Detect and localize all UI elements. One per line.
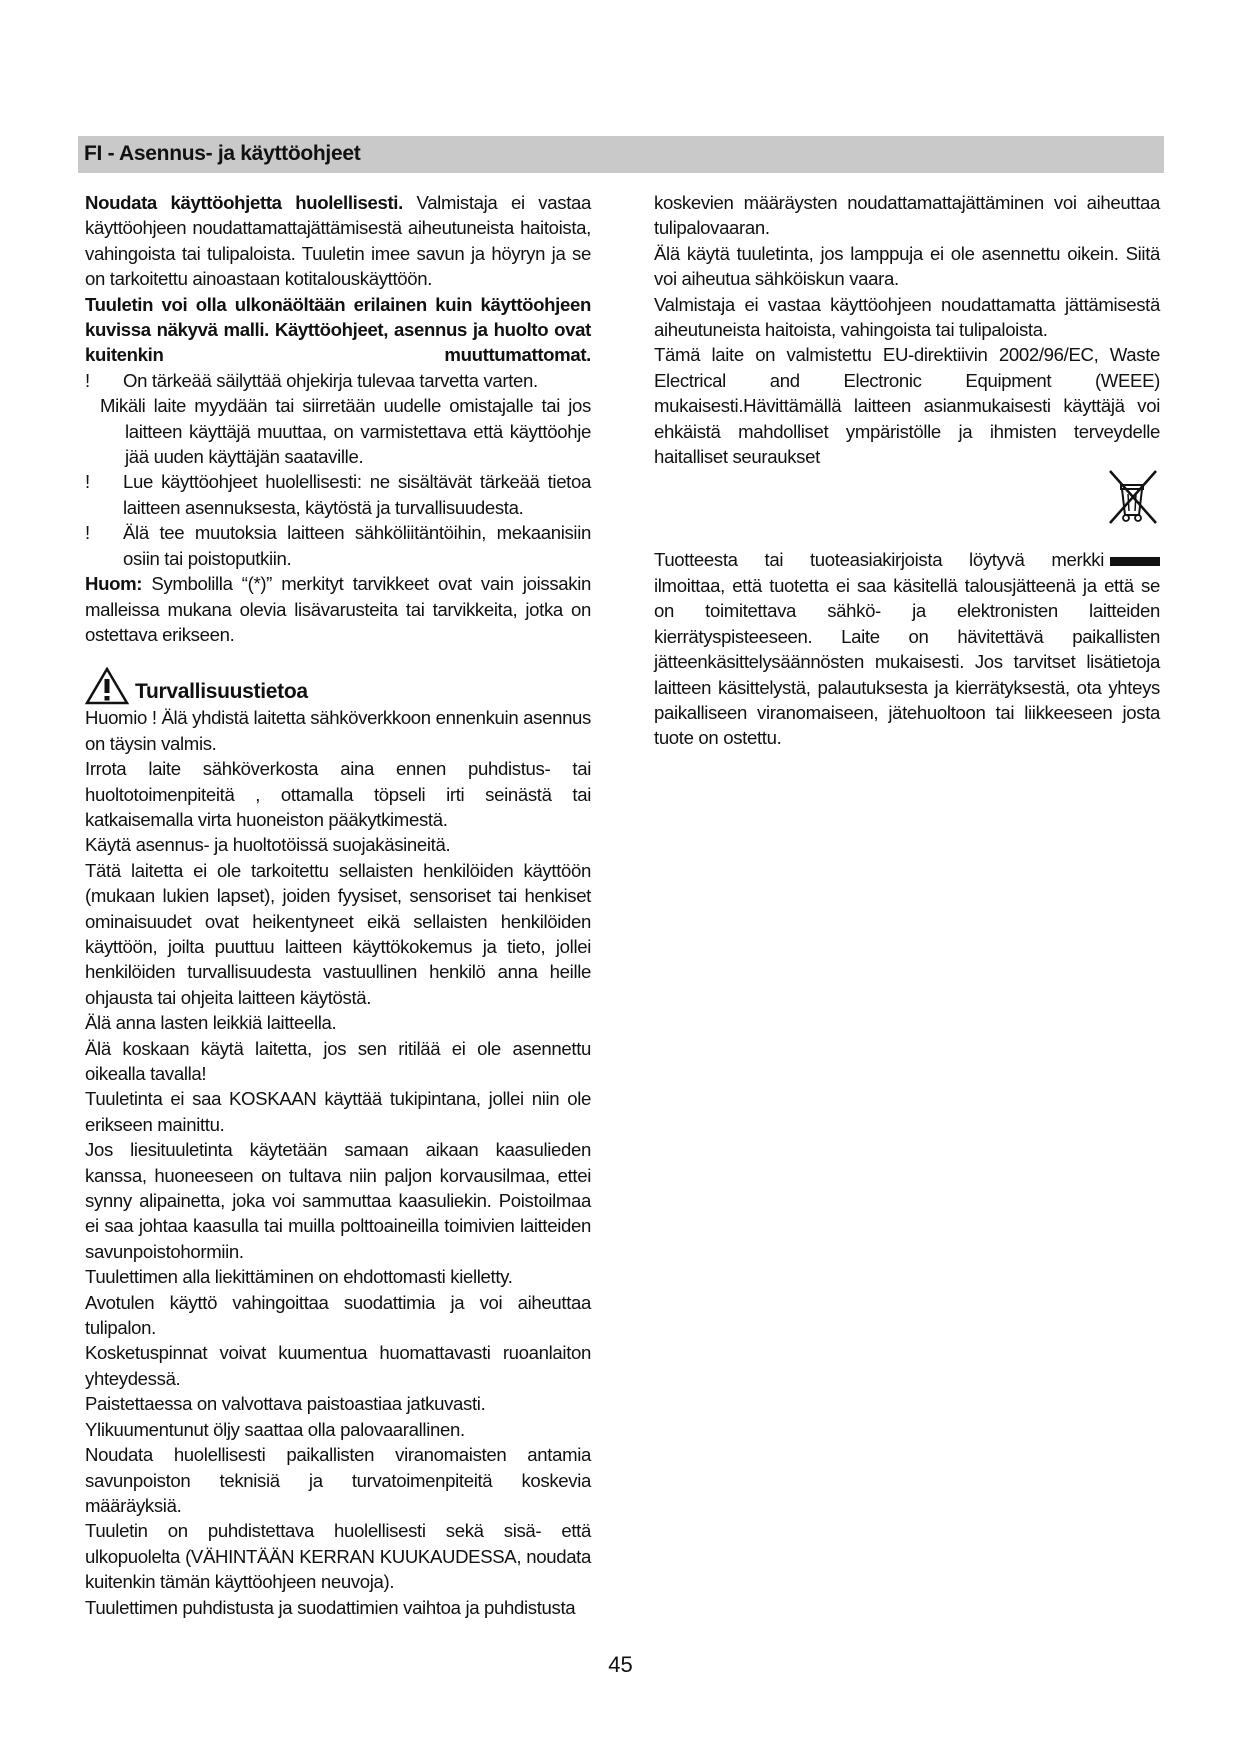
marking-paragraph	[654, 547, 1160, 572]
bullet-1-continuation: Mikäli laite myydään tai siirretään uudelle omistajalle tai jos laitteen käyttäjä muuttaa, on varmistettava että käyttöohje jää uuden käyttäjän saataville.	[100, 395, 591, 468]
bullet-3	[85, 520, 591, 571]
section-header	[78, 136, 1164, 173]
safety-paragraph: Tuulettimen alla liekittäminen on ehdottomasti kielletty.	[85, 1266, 513, 1288]
black-bar-icon	[1110, 557, 1160, 566]
bullet-mark: !	[85, 471, 90, 493]
weee-icon-spacer	[654, 469, 1160, 547]
safety-paragraph: Älä koskaan käytä laitetta, jos sen ritilää ei ole asennettu oikealla tavalla!	[85, 1037, 591, 1084]
safety-paragraph: Tätä laitetta ei ole tarkoitettu sellaisten henkilöiden käyttöön (mukaan lukien lapset), joiden fyysiset, sensoriset tai henkiset ominaisuudet ovat heikentyneet eikä sellaisten henkilöiden käyttöön, joilta puuttuu laitteen käyttökokemus ja tieto, jollei henkilöiden turvallisuudesta vastuullinen henkilö anna heille ohjausta tai ohjeita laitteen käytöstä.	[85, 859, 591, 1008]
safety-list	[85, 705, 591, 1620]
intro-bold: Noudata käyttöohjetta huolellisesti.	[85, 192, 403, 213]
safety-paragraph: Tuulettimen puhdistusta ja suodattimien vaihtoa ja puhdistusta	[85, 1596, 576, 1618]
right-paragraph-3: Valmistaja ei vastaa käyttöohjeen noudattamatta jättämisestä aiheutuneista haitoista, vahingoista tai tulipaloista.	[654, 293, 1160, 341]
page-title: FI - Asennus- ja käyttöohjeet	[84, 142, 361, 165]
safety-paragraph: Jos liesituuletinta käytetään samaan aikaan kaasulieden kanssa, huoneeseen on tultava niin paljon korvausilmaa, ettei synny alipainetta, joka voi sammuttaa kaasuliekin. Poistoilmaa ei saa johtaa kaasulla tai muilla polttoaineilla toimivien laitteiden savunpoistohormiin.	[85, 1139, 591, 1262]
page-number: 45	[608, 1652, 633, 1677]
safety-paragraph: Paistettaessa on valvottava paistoastiaa jatkuvasti.	[85, 1393, 486, 1415]
marking-text: Tuotteesta tai tuoteasiakirjoista löytyvä merkki	[654, 549, 1104, 571]
bullet-1	[85, 368, 591, 393]
crossed-out-wheelie-bin-icon	[1106, 467, 1160, 527]
safety-paragraph: Kosketuspinnat voivat kuumentua huomattavasti ruoanlaiton yhteydessä.	[85, 1342, 591, 1389]
right-paragraph-1: koskevien määräysten noudattamattajättäminen voi aiheuttaa tulipalovaaran.	[654, 192, 1160, 239]
safety-paragraph: Huomio ! Älä yhdistä laitetta sähköverkkoon ennenkuin asennus on täysin valmis.	[85, 707, 591, 754]
right-paragraph-2: Älä käytä tuuletinta, jos lamppuja ei ole asennettu oikein. Siitä voi aiheutua sähköiskun vaara.	[654, 242, 1160, 290]
notice-bold: Tuuletin voi olla ulkonäöltään erilainen kuin käyttöohjeen kuvissa näkyvä malli. Käyttöohjeet, asennus ja huolto ovat kuitenkin muuttumattomat.	[85, 293, 591, 366]
safety-paragraph: Tuuletin on puhdistettava huolellisesti sekä sisä- että ulkopuolelta (VÄHINTÄÄN KERRAN KUUKAUDESSA, noudata kuitenkin tämän käyttöohjeen neuvoja).	[85, 1520, 591, 1593]
warning-triangle-icon	[85, 667, 129, 705]
safety-paragraph: Älä anna lasten leikkiä laitteella.	[85, 1012, 337, 1034]
left-column	[85, 190, 591, 1620]
bullet-mark: !	[85, 522, 90, 544]
safety-paragraph: Noudata huolellisesti paikallisten viranomaisten antamia savunpoiston teknisiä ja turvatoimenpiteitä koskevia määräyksiä.	[85, 1444, 591, 1516]
safety-paragraph: Ylikuumentunut öljy saattaa olla palovaarallinen.	[85, 1418, 465, 1440]
right-column	[654, 190, 1160, 751]
bullet-1-text: On tärkeää säilyttää ohjekirja tulevaa tarvetta varten.	[123, 369, 538, 391]
weee-paragraph: Tämä laite on valmistettu EU-direktiivin 2002/96/EC, Waste Electrical and Electronic Equipment (WEEE) mukaisesti.Hävittämällä laitteen asianmukaisesti käyttäjä voi ehkäistä mahdolliset ympäristölle ja ihmisten terveydelle haitalliset seuraukset	[654, 344, 1160, 468]
bullet-2-text: Lue käyttöohjeet huolellisesti: ne sisältävät tärkeää tietoa laitteen asennuksesta, käytöstä ja turvallisuudesta.	[123, 471, 591, 518]
safety-paragraph: Irrota laite sähköverkosta aina ennen puhdistus- tai huoltotoimenpiteitä , ottamalla töpseli irti seinästä tai katkaisemalla virta huoneiston pääkytkimestä.	[85, 758, 591, 830]
bullet-mark: !	[85, 369, 90, 391]
huom-bold: Huom:	[85, 573, 143, 595]
disposal-paragraph: ilmoittaa, että tuotetta ei saa käsitellä talousjätteenä ja että se on toimitettava sähkö- ja elektronisten laitteiden kierrätyspisteeseen. Laite on hävitettävä paikallisten jätteenkäsittelysäännösten mukaisesti. Jos tarvitset lisätietoja laitteen käsittelystä, palautuksesta ja kierrätyksestä, ota yhteys paikalliseen viranomaiseen, jätehuoltoon tai liikkeeseen josta tuote on ostettu.	[654, 574, 1160, 749]
safety-paragraph: Tuuletinta ei saa KOSKAAN käyttää tukipintana, jollei niin ole erikseen mainittu.	[85, 1088, 591, 1135]
huom-text: Symbolilla “(*)” merkityt tarvikkeet ovat vain joissakin malleissa mukana olevia lisävarusteita tai tarvikkeita, jotka on ostettava erikseen.	[85, 573, 591, 645]
intro-paragraph	[85, 190, 591, 292]
safety-title: Turvallisuustietoa	[135, 680, 308, 704]
huom-paragraph	[85, 571, 591, 647]
safety-paragraph: Avotulen käyttö vahingoittaa suodattimia ja voi aiheuttaa tulipalon.	[85, 1291, 591, 1339]
bullet-2	[85, 469, 591, 520]
bullet-3-text: Älä tee muutoksia laitteen sähköliitäntöihin, mekaanisiin osiin tai poistoputkiin.	[123, 522, 591, 569]
safety-paragraph: Käytä asennus- ja huoltotöissä suojakäsineitä.	[85, 834, 451, 856]
notice-paragraph	[85, 292, 591, 368]
intro-text: Valmistaja ei vastaa käyttöohjeen noudattamattajättämisestä aiheutuneista haitoista, vahingoista tai tulipaloista. Tuuletin imee savun ja höyryn ja se on tarkoitettu ainoastaan kotitalouskäyttöön.	[85, 192, 591, 290]
safety-heading	[85, 667, 591, 705]
